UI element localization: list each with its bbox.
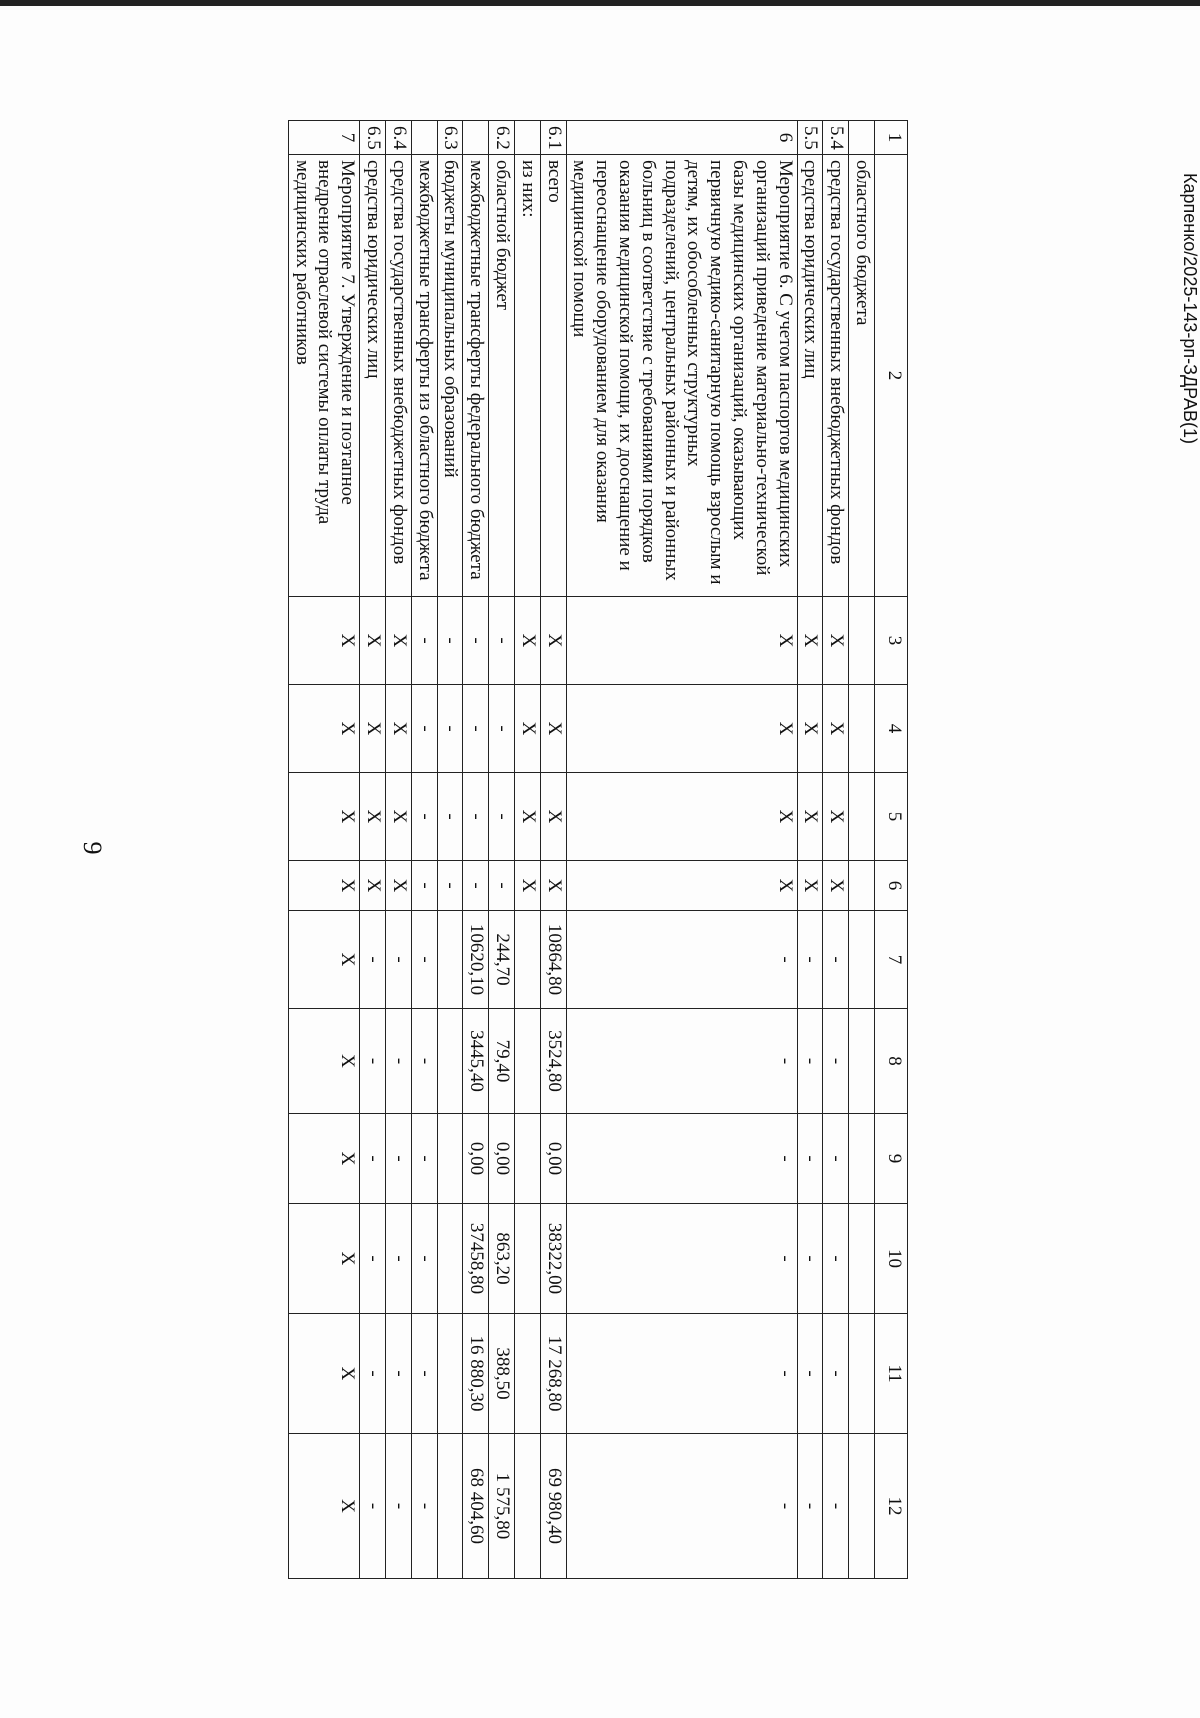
value-cell: - xyxy=(823,1204,849,1314)
value-cell xyxy=(849,911,875,1009)
value-cell xyxy=(437,1009,463,1114)
value-cell: - xyxy=(823,1314,849,1434)
value-cell: - xyxy=(566,1314,797,1434)
table-region xyxy=(148,120,908,1578)
table-row xyxy=(386,121,412,1579)
value-cell: X xyxy=(360,597,386,685)
value-cell: X xyxy=(797,773,823,861)
value-cell: - xyxy=(489,597,515,685)
value-cell: 1 575,80 xyxy=(489,1434,515,1579)
value-cell: X xyxy=(386,597,412,685)
value-cell: - xyxy=(386,1204,412,1314)
value-cell: - xyxy=(360,1009,386,1114)
value-cell: X xyxy=(288,773,359,861)
value-cell: 244,70 xyxy=(489,911,515,1009)
value-cell: - xyxy=(386,1009,412,1114)
value-cell: 69 980,40 xyxy=(540,1434,566,1579)
column-header-7: 7 xyxy=(875,911,908,1009)
row-number-cell xyxy=(463,121,489,155)
value-cell: - xyxy=(797,911,823,1009)
description-cell: областной бюджет xyxy=(489,155,515,597)
value-cell: - xyxy=(411,597,437,685)
value-cell: - xyxy=(489,685,515,773)
value-cell: 0,00 xyxy=(540,1114,566,1204)
value-cell xyxy=(437,911,463,1009)
table-row xyxy=(360,121,386,1579)
value-cell: - xyxy=(411,1114,437,1204)
row-number-cell xyxy=(515,121,541,155)
value-cell: X xyxy=(540,861,566,911)
table-row xyxy=(463,121,489,1579)
value-cell: 0,00 xyxy=(489,1114,515,1204)
value-cell: - xyxy=(566,1434,797,1579)
value-cell xyxy=(849,773,875,861)
table-row xyxy=(411,121,437,1579)
table-body xyxy=(288,121,874,1579)
value-cell: X xyxy=(288,911,359,1009)
value-cell: X xyxy=(288,1204,359,1314)
value-cell: 37458,80 xyxy=(463,1204,489,1314)
top-border-line xyxy=(0,0,1200,6)
value-cell xyxy=(849,1009,875,1114)
budget-table xyxy=(288,120,908,1579)
header-row xyxy=(875,121,908,1579)
value-cell: - xyxy=(386,1434,412,1579)
column-header-1: 1 xyxy=(875,121,908,155)
value-cell xyxy=(515,1314,541,1434)
value-cell: X xyxy=(360,685,386,773)
document-code: Карпенко/2025-143-рп-ЗДРАВ(1) xyxy=(1180,173,1200,444)
description-cell: межбюджетные трансферты федерального бюджета xyxy=(463,155,489,597)
page-number: 9 xyxy=(78,841,107,855)
value-cell: - xyxy=(566,1204,797,1314)
row-number-cell: 7 xyxy=(288,121,359,155)
value-cell xyxy=(849,1434,875,1579)
value-cell: X xyxy=(797,861,823,911)
value-cell xyxy=(437,1204,463,1314)
value-cell: - xyxy=(411,1204,437,1314)
value-cell: - xyxy=(797,1114,823,1204)
value-cell: X xyxy=(386,685,412,773)
value-cell: X xyxy=(823,597,849,685)
column-header-10: 10 xyxy=(875,1204,908,1314)
value-cell: X xyxy=(288,1314,359,1434)
value-cell xyxy=(515,1114,541,1204)
description-cell: областного бюджета xyxy=(849,155,875,597)
value-cell: X xyxy=(360,861,386,911)
value-cell: - xyxy=(797,1434,823,1579)
value-cell: - xyxy=(463,773,489,861)
value-cell: 863,20 xyxy=(489,1204,515,1314)
value-cell: - xyxy=(823,911,849,1009)
rotated-table-container xyxy=(148,120,908,1578)
value-cell: X xyxy=(515,773,541,861)
description-cell: средства государственных внебюджетных фондов xyxy=(386,155,412,597)
value-cell xyxy=(515,911,541,1009)
value-cell: - xyxy=(566,1009,797,1114)
value-cell: - xyxy=(823,1009,849,1114)
value-cell: 68 404,60 xyxy=(463,1434,489,1579)
table-row xyxy=(849,121,875,1579)
value-cell: X xyxy=(540,685,566,773)
column-header-12: 12 xyxy=(875,1434,908,1579)
value-cell xyxy=(849,1114,875,1204)
value-cell: - xyxy=(360,1114,386,1204)
value-cell: 16 880,30 xyxy=(463,1314,489,1434)
value-cell xyxy=(849,1314,875,1434)
value-cell: 3445,40 xyxy=(463,1009,489,1114)
value-cell xyxy=(437,1114,463,1204)
value-cell: X xyxy=(288,1009,359,1114)
value-cell: - xyxy=(411,1009,437,1114)
value-cell: - xyxy=(411,685,437,773)
value-cell: - xyxy=(411,1314,437,1434)
column-header-9: 9 xyxy=(875,1114,908,1204)
value-cell: - xyxy=(463,685,489,773)
value-cell: - xyxy=(360,1204,386,1314)
value-cell: - xyxy=(411,911,437,1009)
value-cell: X xyxy=(288,1114,359,1204)
value-cell: X xyxy=(288,1434,359,1579)
description-cell: из них: xyxy=(515,155,541,597)
value-cell: 388,50 xyxy=(489,1314,515,1434)
value-cell: X xyxy=(566,597,797,685)
value-cell xyxy=(849,1204,875,1314)
value-cell: - xyxy=(463,861,489,911)
value-cell: 10864,80 xyxy=(540,911,566,1009)
value-cell xyxy=(515,1204,541,1314)
value-cell: X xyxy=(540,773,566,861)
value-cell: - xyxy=(489,773,515,861)
row-number-cell: 6.4 xyxy=(386,121,412,155)
value-cell: - xyxy=(823,1434,849,1579)
table-row xyxy=(823,121,849,1579)
value-cell xyxy=(515,1009,541,1114)
value-cell: X xyxy=(386,773,412,861)
column-header-6: 6 xyxy=(875,861,908,911)
row-number-cell: 6 xyxy=(566,121,797,155)
description-cell: Мероприятие 6. С учетом паспортов медицинских организаций приведение материально-технической базы медицинских организаций, оказывающих первичную медико-санитарную помощь взрослым и детям, их обособленных структурных подразделений, центральных районных и районных больниц в соответствие с требованиями порядков оказания медицинской помощи, их дооснащение и переоснащение оборудованием для оказания медицинской помощи xyxy=(566,155,797,597)
value-cell: - xyxy=(386,1114,412,1204)
value-cell: - xyxy=(566,911,797,1009)
value-cell: - xyxy=(823,1114,849,1204)
value-cell xyxy=(849,597,875,685)
value-cell: X xyxy=(823,685,849,773)
description-cell: средства государственных внебюджетных фондов xyxy=(823,155,849,597)
value-cell: - xyxy=(360,1314,386,1434)
value-cell: - xyxy=(360,911,386,1009)
table-row xyxy=(797,121,823,1579)
value-cell: - xyxy=(489,861,515,911)
description-cell: межбюджетные трансферты из областного бюджета xyxy=(411,155,437,597)
value-cell: X xyxy=(386,861,412,911)
row-number-cell: 5.5 xyxy=(797,121,823,155)
value-cell: X xyxy=(515,861,541,911)
column-header-2: 2 xyxy=(875,155,908,597)
value-cell: X xyxy=(823,773,849,861)
table-row xyxy=(489,121,515,1579)
column-header-11: 11 xyxy=(875,1314,908,1434)
value-cell: - xyxy=(797,1204,823,1314)
value-cell: X xyxy=(515,597,541,685)
value-cell: X xyxy=(540,597,566,685)
value-cell: X xyxy=(288,685,359,773)
row-number-cell: 5.4 xyxy=(823,121,849,155)
table-row xyxy=(437,121,463,1579)
value-cell: - xyxy=(411,861,437,911)
value-cell xyxy=(437,1434,463,1579)
value-cell: X xyxy=(360,773,386,861)
row-number-cell xyxy=(411,121,437,155)
value-cell: - xyxy=(437,773,463,861)
value-cell xyxy=(849,861,875,911)
value-cell: - xyxy=(360,1434,386,1579)
value-cell: - xyxy=(386,911,412,1009)
value-cell xyxy=(437,1314,463,1434)
description-cell: всего xyxy=(540,155,566,597)
column-header-8: 8 xyxy=(875,1009,908,1114)
column-header-3: 3 xyxy=(875,597,908,685)
value-cell: - xyxy=(797,1009,823,1114)
value-cell: - xyxy=(411,1434,437,1579)
value-cell: 10620,10 xyxy=(463,911,489,1009)
value-cell: 3524,80 xyxy=(540,1009,566,1114)
description-cell: бюджеты муниципальных образований xyxy=(437,155,463,597)
table-row xyxy=(288,121,359,1579)
value-cell: X xyxy=(823,861,849,911)
table-row xyxy=(540,121,566,1579)
row-number-cell: 6.2 xyxy=(489,121,515,155)
row-number-cell: 6.1 xyxy=(540,121,566,155)
value-cell: - xyxy=(386,1314,412,1434)
description-cell: средства юридических лиц xyxy=(360,155,386,597)
value-cell: X xyxy=(797,597,823,685)
row-number-cell xyxy=(849,121,875,155)
value-cell: X xyxy=(288,597,359,685)
value-cell: - xyxy=(437,597,463,685)
value-cell: 17 268,80 xyxy=(540,1314,566,1434)
row-number-cell: 6.5 xyxy=(360,121,386,155)
value-cell: - xyxy=(566,1114,797,1204)
value-cell: X xyxy=(566,773,797,861)
value-cell: X xyxy=(515,685,541,773)
value-cell: - xyxy=(411,773,437,861)
value-cell: 38322,00 xyxy=(540,1204,566,1314)
description-cell: средства юридических лиц xyxy=(797,155,823,597)
column-header-4: 4 xyxy=(875,685,908,773)
value-cell: - xyxy=(437,861,463,911)
value-cell: - xyxy=(437,685,463,773)
value-cell: X xyxy=(566,685,797,773)
row-number-cell: 6.3 xyxy=(437,121,463,155)
table-row xyxy=(515,121,541,1579)
value-cell: X xyxy=(566,861,797,911)
value-cell: X xyxy=(797,685,823,773)
value-cell: 0,00 xyxy=(463,1114,489,1204)
value-cell: - xyxy=(463,597,489,685)
value-cell: - xyxy=(797,1314,823,1434)
value-cell: X xyxy=(288,861,359,911)
column-header-5: 5 xyxy=(875,773,908,861)
table-row xyxy=(566,121,797,1579)
value-cell xyxy=(515,1434,541,1579)
description-cell: Мероприятие 7. Утверждение и поэтапное внедрение отраслевой системы оплаты труда медицинских работников xyxy=(288,155,359,597)
value-cell xyxy=(849,685,875,773)
value-cell: 79,40 xyxy=(489,1009,515,1114)
